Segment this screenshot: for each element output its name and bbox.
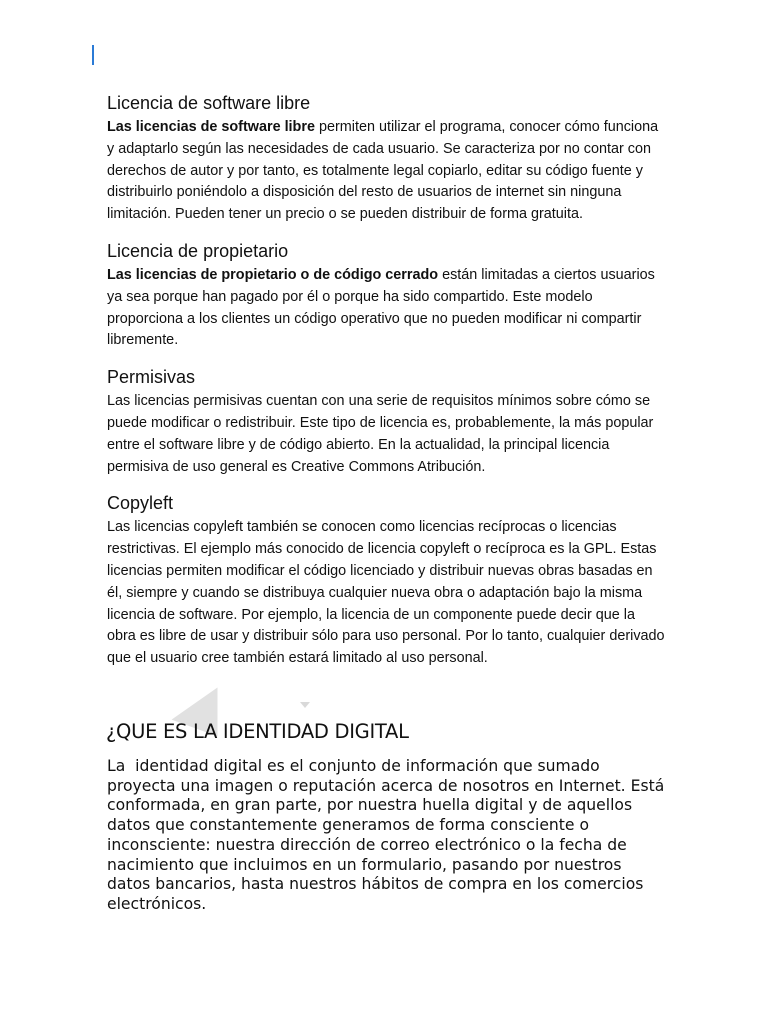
identity-heading: ¿QUE ES LA IDENTIDAD DIGITAL [106, 720, 409, 743]
section-title: Copyleft [107, 493, 174, 514]
section-paragraph [107, 117, 667, 226]
section-paragraph: Las licencias permisivas cuentan con una serie de requisitos mínimos sobre cómo se puede modificar o redistribuir. Este tipo de licencia es, probablemente, la más popular entre el software libre y de código abierto. En la actualidad, la principal licencia permisiva de uso general es Creative Commons Atribución. [107, 393, 654, 475]
text-cursor [92, 45, 94, 65]
section-title: Licencia de propietario [107, 240, 289, 261]
section-paragraph: Las licencias copyleft también se conocen como licencias recíprocas o licencias restrictivas. El ejemplo más conocido de licencia copyleft o recíproca es la GPL. Estas licencias permiten modificar el código licenciado y distribuir nuevas obras basadas en él, siempre y cuando se distribuya cualquier nueva obra o adaptación bajo la misma licencia de software. Por ejemplo, la licencia de un componente puede decir que la obra es libre de usar y distribuir sólo para uso personal. Por lo tanto, cualquier derivado que el usuario cree también estará limitado al uso personal. [107, 519, 665, 667]
section-title: Licencia de software libre [107, 93, 311, 113]
identity-paragraph: La identidad digital es el conjunto de información que sumado proyecta una imagen o reputación acerca de nosotros en Internet. Está conformada, en gran parte, por nuestra huella digital y de aquellos datos que constantemente generamos de forma consciente o inconsciente: nuestra dirección de correo electrónico o la fecha de nacimiento que incluimos en un formulario, pasando por nuestros datos bancarios, hasta nuestros hábitos de compra en los comercios electrónicos. [107, 757, 670, 913]
section-title: Permisivas [107, 367, 196, 388]
section-permisivas [107, 366, 667, 478]
bold-lead: Las licencias de software libre [107, 119, 315, 135]
bold-lead: Las licencias de propietario o de código cerrado [107, 266, 439, 283]
section-copyleft [107, 492, 667, 670]
paragraph-text: permiten utilizar el programa, conocer cómo funciona y adaptarlo según las necesidades de cada usuario. Se caracteriza por no contar con derechos de autor y por tanto, es totalmente legal copiarlo, editar su código fuente y distribuirlo poniéndolo a disposición del resto de usuarios de internet sin ninguna limitación. Pueden tener un precio o se pueden distribuir de forma gratuita. [107, 119, 659, 223]
paragraph-text: están limitadas a ciertos usuarios ya sea porque han pagado por él o porque ha sido compartido. Este modelo proporciona a los clientes un código operativo que no pueden modificar ni compartir libremente. [107, 266, 655, 349]
section-software-libre [107, 92, 667, 226]
document-body [107, 92, 667, 684]
section-paragraph [107, 265, 667, 352]
watermark-mark [300, 702, 310, 708]
section-propietario [107, 240, 667, 352]
